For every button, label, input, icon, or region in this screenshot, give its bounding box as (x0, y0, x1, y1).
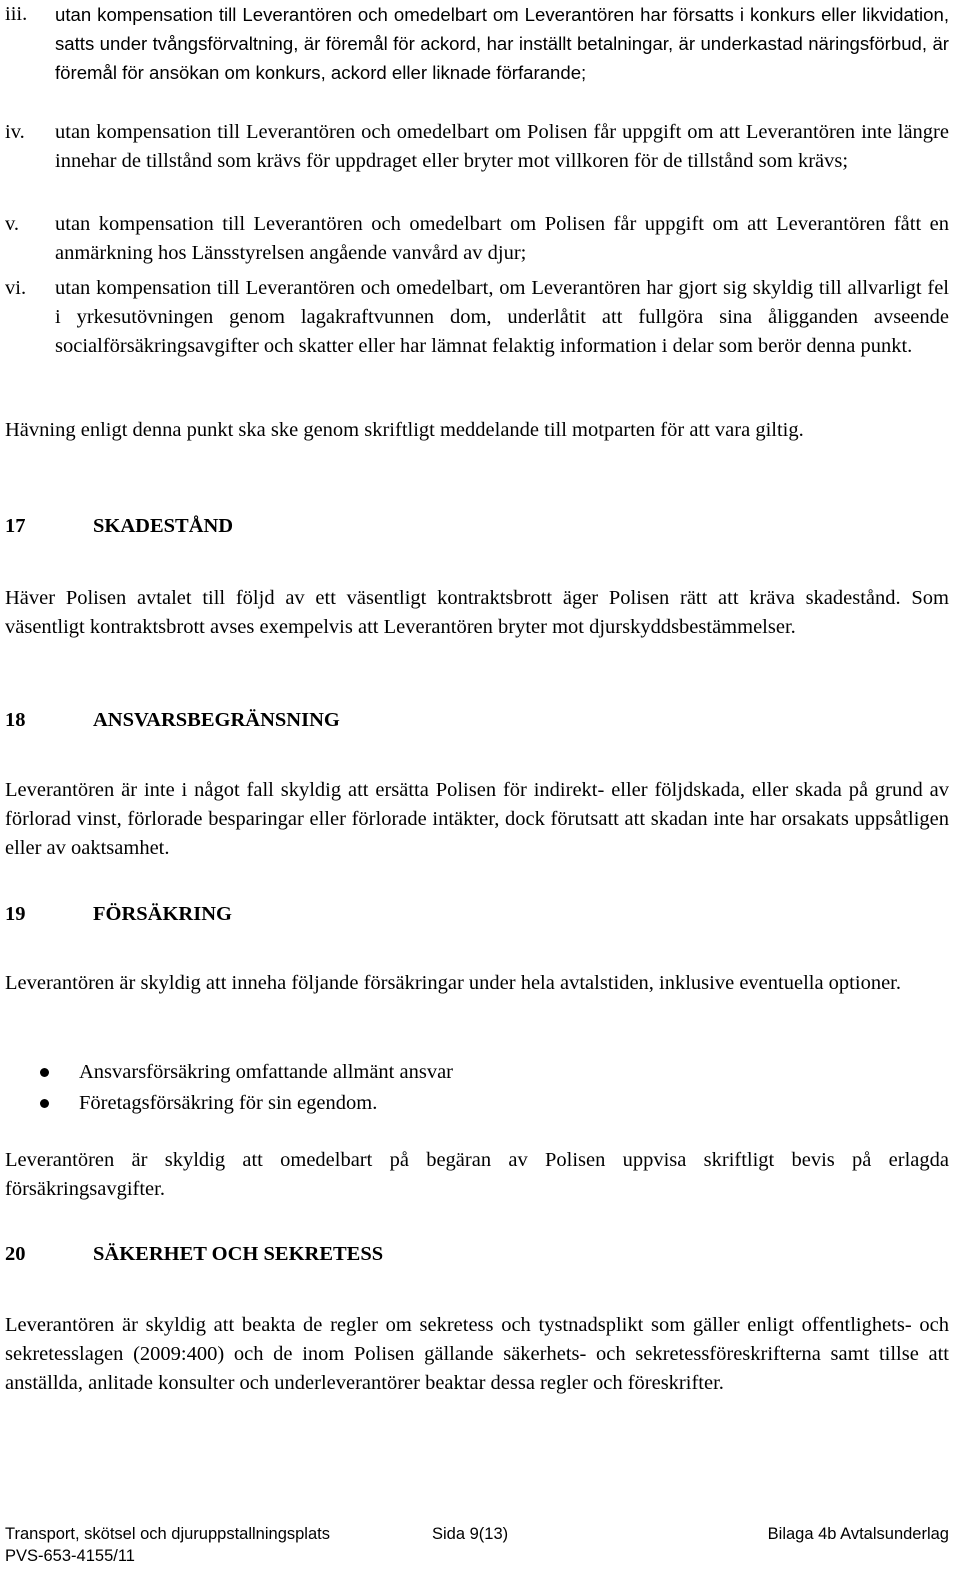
list-item-text: utan kompensation till Leverantören och omedelbart, om Leverantören har gjort sig skyldig till allvarligt fel i yrkesutövningen genom lagakraftvunnen dom, underlåtit att fullgöra sina åligganden avseende socialförsäkringsavgifter och skatter eller har lämnat felaktig information i delar som berör denna punkt. (55, 277, 949, 357)
footer-attachment: Bilaga 4b Avtalsunderlag (767, 1525, 949, 1543)
list-item (5, 1057, 949, 1088)
section-heading-20 (5, 1240, 949, 1269)
list-item-text: utan kompensation till Leverantören och omedelbart om Leverantören har försatts i konkurs eller likvidation, satts under tvångsförvaltning, är föremål för ackord, har inställt betalningar, är underkastad näringsförbud, är föremål för ansökan om konkurs, ackord eller liknade förfarande; (55, 4, 949, 83)
list-item-number: iii. (5, 3, 28, 25)
page-number: Sida 9(13) (432, 1525, 509, 1543)
section-number: 20 (5, 1243, 26, 1265)
section-title: SÄKERHET OCH SEKRETESS (93, 1243, 384, 1265)
list-item-text: utan kompensation till Leverantören och omedelbart om Polisen får uppgift om att Leverantören fått en anmärkning hos Länsstyrelsen angående vanvård av djur; (55, 213, 949, 264)
list-item (5, 210, 949, 268)
insurance-list (5, 1057, 949, 1119)
section-heading-18 (5, 706, 949, 735)
list-item (5, 274, 949, 361)
section-number: 17 (5, 515, 26, 537)
section-text: Leverantören är skyldig att omedelbart på begäran av Polisen uppvisa skriftligt bevis på erlagda försäkringsavgifter. (5, 1149, 949, 1200)
termination-note: Hävning enligt denna punkt ska ske genom skriftligt meddelande till motparten för att vara giltig. (5, 419, 804, 441)
bullet-text: Företagsförsäkring för sin egendom. (79, 1092, 378, 1114)
section-text: Leverantören är skyldig att inneha följande försäkringar under hela avtalstiden, inklusive eventuella optioner. (5, 972, 901, 994)
section-text: Leverantören är inte i något fall skyldig att ersätta Polisen för indirekt- eller följdskada, eller skada på grund av förlorad vinst, förlorade besparingar eller förlorade intäkter, dock förutsatt att skadan inte har orsakats uppsåtligen eller av oaktsamhet. (5, 779, 949, 859)
section-title: ANSVARSBEGRÄNSNING (93, 709, 340, 731)
list-item (5, 1088, 949, 1119)
bullet-icon (40, 1068, 49, 1077)
list-item-number: v. (5, 213, 20, 235)
section-title: FÖRSÄKRING (93, 903, 232, 925)
list-item (5, 118, 949, 176)
section-text: Leverantören är skyldig att beakta de regler om sekretess och tystnadsplikt som gäller enligt offentlighets- och sekretesslagen (2009:400) och de inom Polisen gällande säkerhets- och sekretessföreskrifterna samt tillse att anställda, anlitade konsulter och underleverantörer beaktar dessa regler och föreskrifter. (5, 1314, 949, 1394)
section-heading-19 (5, 900, 949, 929)
list-item-number: vi. (5, 277, 27, 299)
list-item (5, 0, 949, 87)
section-number: 19 (5, 903, 26, 925)
list-item-number: iv. (5, 121, 25, 143)
bullet-text: Ansvarsförsäkring omfattande allmänt ansvar (79, 1061, 454, 1083)
list-item-text: utan kompensation till Leverantören och omedelbart om Polisen får uppgift om att Leverantören inte längre innehar de tillstånd som krävs för uppdraget eller bryter mot villkoren för de tillstånd som krävs; (55, 121, 949, 172)
section-text: Häver Polisen avtalet till följd av ett väsentligt kontraktsbrott äger Polisen rätt att kräva skadestånd. Som väsentligt kontraktsbrott avses exempelvis att Leverantören bryter mot djurskyddsbestämmelser. (5, 587, 949, 638)
bullet-icon (40, 1099, 49, 1108)
section-heading-17 (5, 512, 949, 541)
section-number: 18 (5, 709, 26, 731)
section-title: SKADESTÅND (93, 515, 234, 537)
document-id: PVS-653-4155/11 (5, 1547, 135, 1565)
footer-title: Transport, skötsel och djuruppstallningsplats (5, 1525, 330, 1543)
